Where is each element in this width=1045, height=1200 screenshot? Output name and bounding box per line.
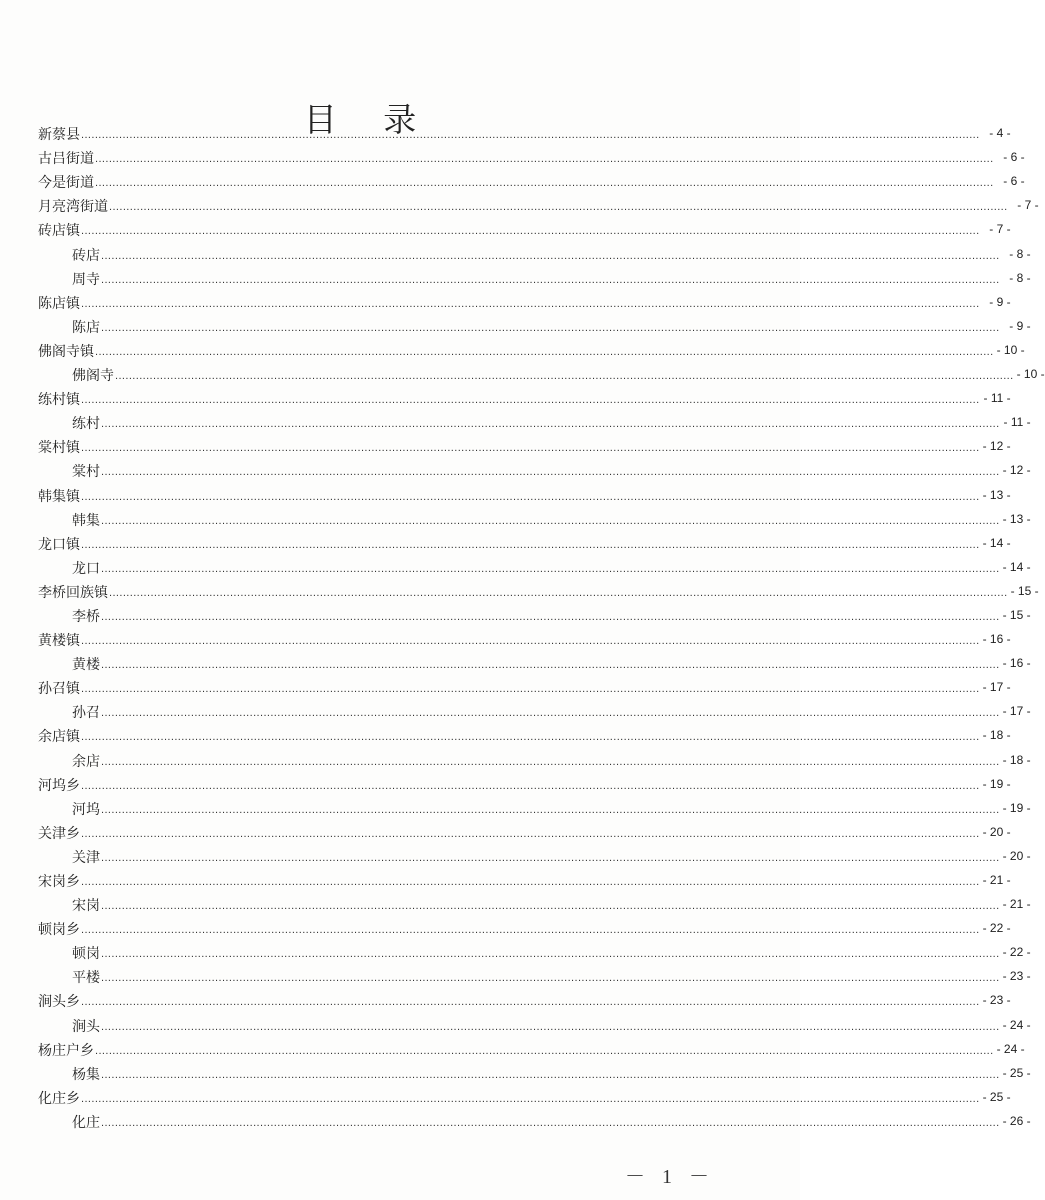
dot-leader: .................................................................................................................................................................................................................................................................... [95,153,994,166]
toc-subentry[interactable] [38,313,1031,337]
toc-subentry[interactable] [38,457,1031,481]
dot-leader: .................................................................................................................................................................................................................................................................... [81,731,980,744]
toc-subentry[interactable] [38,1011,1031,1035]
toc-subentry[interactable] [38,1060,1031,1084]
dot-leader: .................................................................................................................................................................................................................................................................... [81,779,980,792]
toc-entry-label: 黄楼 [72,657,100,674]
dot-leader: .................................................................................................................................................................................................................................................................... [101,321,1000,334]
toc-entry-page-number: - 19 - [982,776,1011,791]
toc-entry-page-number: - 10 - [1016,367,1045,382]
toc-entry-page-number: - 20 - [982,824,1011,839]
toc-entry-page-number: - 14 - [982,535,1011,550]
dot-leader: .................................................................................................................................................................................................................................................................... [81,225,980,238]
toc-entry-label: 龙口 [72,560,100,577]
toc-entry-label: 河坞 [72,801,100,818]
toc-entry-page-number: - 16 - [1002,656,1031,671]
toc-entry-page-number: - 17 - [982,680,1011,695]
dot-leader: .................................................................................................................................................................................................................................................................... [81,635,980,648]
dot-leader: .................................................................................................................................................................................................................................................................... [81,683,980,696]
toc-entry-page-number: - 22 - [1002,945,1031,960]
toc-subentry[interactable] [38,506,1031,530]
toc-entry-page-number: - 12 - [1002,463,1031,478]
toc-entry-label: 今是街道 [38,175,94,192]
dot-leader: .................................................................................................................................................................................................................................................................... [81,827,980,840]
toc-entry-page-number: - 26 - [1002,1113,1031,1128]
toc-entry-label: 练村 [72,416,100,433]
toc-entry-label: 杨庄户乡 [38,1042,94,1059]
toc-entry[interactable] [38,192,1039,216]
toc-entry[interactable] [38,867,1011,891]
toc-entry-label: 顿岗乡 [38,922,80,939]
toc-entry-label: 练村镇 [38,392,80,409]
toc-entry-label: 古吕街道 [38,151,94,168]
dot-leader: .................................................................................................................................................................................................................................................................... [101,249,1000,262]
toc-subentry[interactable] [38,650,1031,674]
dot-leader: .................................................................................................................................................................................................................................................................... [81,394,980,407]
toc-entry-page-number: - 7 - [1017,198,1039,213]
toc-entry-page-number: - 13 - [1002,511,1031,526]
toc-entry-page-number: - 14 - [1002,559,1031,574]
toc-entry-label: 月亮湾街道 [38,199,108,216]
dot-leader: .................................................................................................................................................................................................................................................................... [101,948,1000,961]
toc-entry-page-number: - 8 - [1009,270,1031,285]
toc-entry-label: 李桥 [72,608,100,625]
dot-leader: .................................................................................................................................................................................................................................................................... [81,442,980,455]
toc-subentry[interactable] [38,409,1031,433]
toc-entry-page-number: - 9 - [989,294,1011,309]
dot-leader: .................................................................................................................................................................................................................................................................... [109,586,1008,599]
dot-leader: .................................................................................................................................................................................................................................................................... [101,900,1000,913]
toc-entry-page-number: - 25 - [982,1089,1011,1104]
toc-entry-label: 韩集镇 [38,488,80,505]
toc-entry-label: 砖店镇 [38,223,80,240]
toc-entry[interactable] [38,530,1011,554]
toc-entry[interactable] [38,771,1011,795]
toc-entry-label: 宋岗 [72,898,100,915]
dot-leader: .................................................................................................................................................................................................................................................................... [101,972,1000,985]
toc-entry[interactable] [38,144,1025,168]
toc-entry-page-number: - 8 - [1009,246,1031,261]
toc-entry[interactable] [38,674,1011,698]
toc-entry-label: 化庄乡 [38,1090,80,1107]
toc-entry-label: 余店镇 [38,729,80,746]
dot-leader: .................................................................................................................................................................................................................................................................... [101,1116,1000,1129]
toc-entry-page-number: - 13 - [982,487,1011,502]
toc-entry-page-number: - 6 - [1003,150,1025,165]
dot-leader: .................................................................................................................................................................................................................................................................... [81,996,980,1009]
toc-entry-page-number: - 18 - [1002,752,1031,767]
toc-entry[interactable] [38,987,1011,1011]
toc-entry[interactable] [38,168,1025,192]
dot-leader: .................................................................................................................................................................................................................................................................... [109,201,1008,214]
toc-entry-page-number: - 15 - [1010,583,1039,598]
toc-entry-label: 新蔡县 [38,127,80,144]
toc-subentry[interactable] [38,891,1031,915]
toc-entry-page-number: - 7 - [989,222,1011,237]
toc-entry-label: 关津 [72,849,100,866]
toc-entry-page-number: - 24 - [996,1041,1025,1056]
toc-entry[interactable] [38,722,1011,746]
toc-entry[interactable] [38,120,1011,144]
dot-leader: .................................................................................................................................................................................................................................................................... [81,876,980,888]
toc-entry-page-number: - 20 - [1002,848,1031,863]
dot-leader: .................................................................................................................................................................................................................................................................... [95,345,994,358]
dot-leader: .................................................................................................................................................................................................................................................................... [81,297,980,310]
dot-leader: .................................................................................................................................................................................................................................................................... [81,538,980,551]
toc-subentry[interactable] [38,963,1031,987]
toc-entry[interactable] [38,481,1011,505]
toc-entry-label: 周寺 [72,271,100,288]
toc-entry-label: 棠村镇 [38,440,80,457]
dot-leader: .................................................................................................................................................................................................................................................................... [115,370,1014,383]
dot-leader: .................................................................................................................................................................................................................................................................... [101,1020,1000,1033]
dot-leader: .................................................................................................................................................................................................................................................................... [101,418,1000,431]
dot-leader: .................................................................................................................................................................................................................................................................... [101,659,1000,672]
toc-entry-label: 顿岗 [72,946,100,963]
toc-entry-label: 孙召镇 [38,681,80,698]
toc-entry-label: 平楼 [72,970,100,987]
toc-entry-page-number: - 6 - [1003,174,1025,189]
toc-entry[interactable] [38,289,1011,313]
toc-subentry[interactable] [38,746,1031,770]
toc-subentry[interactable] [38,939,1031,963]
dot-leader: .................................................................................................................................................................................................................................................................... [101,851,1000,864]
toc-entry-page-number: - 23 - [1002,969,1031,984]
toc-subentry[interactable] [38,265,1031,289]
toc-entry[interactable] [38,385,1011,409]
toc-entry-page-number: - 10 - [996,342,1025,357]
toc-subentry[interactable] [38,554,1031,578]
toc-subentry[interactable] [38,240,1031,264]
toc-entry-page-number: - 21 - [982,873,1011,887]
toc-entry-label: 黄楼镇 [38,633,80,650]
dot-leader: .................................................................................................................................................................................................................................................................... [101,707,1000,720]
toc-entry-page-number: - 11 - [983,391,1011,406]
toc-subentry[interactable] [38,602,1031,626]
toc-entry-label: 龙口镇 [38,536,80,553]
toc-entry-label: 余店 [72,753,100,770]
toc-entry-page-number: - 24 - [1002,1017,1031,1032]
toc-entry-page-number: - 22 - [982,921,1011,936]
toc-entry-page-number: - 16 - [982,632,1011,647]
toc-entry-page-number: - 9 - [1009,318,1031,333]
dot-leader: .................................................................................................................................................................................................................................................................... [95,177,994,190]
toc-entry[interactable] [38,819,1011,843]
toc-entry-page-number: - 17 - [1002,704,1031,719]
toc-entry-page-number: - 25 - [1002,1065,1031,1080]
dot-leader: .................................................................................................................................................................................................................................................................... [101,273,1000,286]
dot-leader: .................................................................................................................................................................................................................................................................... [101,803,1000,816]
toc-entry-page-number: - 4 - [989,126,1011,141]
dot-leader: .................................................................................................................................................................................................................................................................... [101,562,1000,575]
toc-entry-label: 杨集 [72,1066,100,1083]
dot-leader: .................................................................................................................................................................................................................................................................... [81,1092,980,1105]
page-title: 目 录 [303,100,435,140]
toc-entry-page-number: - 23 - [982,993,1011,1008]
toc-subentry[interactable] [38,795,1031,819]
toc-subentry[interactable] [38,361,1045,385]
toc-entry-label: 宋岗乡 [38,874,80,890]
toc-entry[interactable] [38,216,1011,240]
toc-entry-page-number: - 15 - [1002,607,1031,622]
toc-entry-label: 陈店 [72,319,100,336]
toc-entry-label: 陈店镇 [38,295,80,312]
toc-entry-label: 佛阁寺 [72,368,114,385]
toc-entry[interactable] [38,1084,1011,1108]
toc-entry[interactable] [38,915,1011,939]
toc-entry-label: 孙召 [72,705,100,722]
dot-leader: .................................................................................................................................................................................................................................................................... [101,1068,1000,1081]
toc-entry[interactable] [38,626,1011,650]
toc-entry[interactable] [38,1036,1025,1060]
dot-leader: .................................................................................................................................................................................................................................................................... [81,924,980,937]
toc-entry-page-number: - 19 - [1002,800,1031,815]
toc-entry-page-number: - 12 - [982,439,1011,454]
toc-entry-label: 化庄 [72,1114,100,1131]
toc-entry-label: 李桥回族镇 [38,584,108,601]
toc-subentry[interactable] [38,843,1031,867]
toc-subentry[interactable] [38,698,1031,722]
toc-entry-page-number: - 11 - [1003,415,1031,430]
dot-leader: .................................................................................................................................................................................................................................................................... [101,466,1000,479]
toc-entry-page-number: - 21 - [1002,897,1031,912]
dot-leader: .................................................................................................................................................................................................................................................................... [81,490,980,503]
toc-entry-label: 关津乡 [38,825,80,842]
toc-entry[interactable] [38,337,1025,361]
toc-entry-page-number: - 18 - [982,728,1011,743]
toc-entry-label: 河坞乡 [38,777,80,794]
toc-entry[interactable] [38,433,1011,457]
table-of-contents [38,120,1045,1132]
toc-entry-label: 涧头乡 [38,994,80,1011]
dot-leader: .................................................................................................................................................................................................................................................................... [101,514,1000,527]
toc-entry-label: 砖店 [72,247,100,264]
toc-subentry[interactable] [38,1108,1031,1132]
dot-leader: .................................................................................................................................................................................................................................................................... [101,610,1000,623]
toc-entry-label: 韩集 [72,512,100,529]
footer-page-number: － 1 － [625,1166,715,1188]
toc-entry-label: 涧头 [72,1018,100,1035]
dot-leader: .................................................................................................................................................................................................................................................................... [81,129,980,142]
toc-entry-label: 佛阁寺镇 [38,343,94,360]
dot-leader: .................................................................................................................................................................................................................................................................... [95,1044,994,1057]
dot-leader: .................................................................................................................................................................................................................................................................... [101,755,1000,768]
toc-entry-label: 棠村 [72,464,100,481]
toc-entry[interactable] [38,578,1039,602]
